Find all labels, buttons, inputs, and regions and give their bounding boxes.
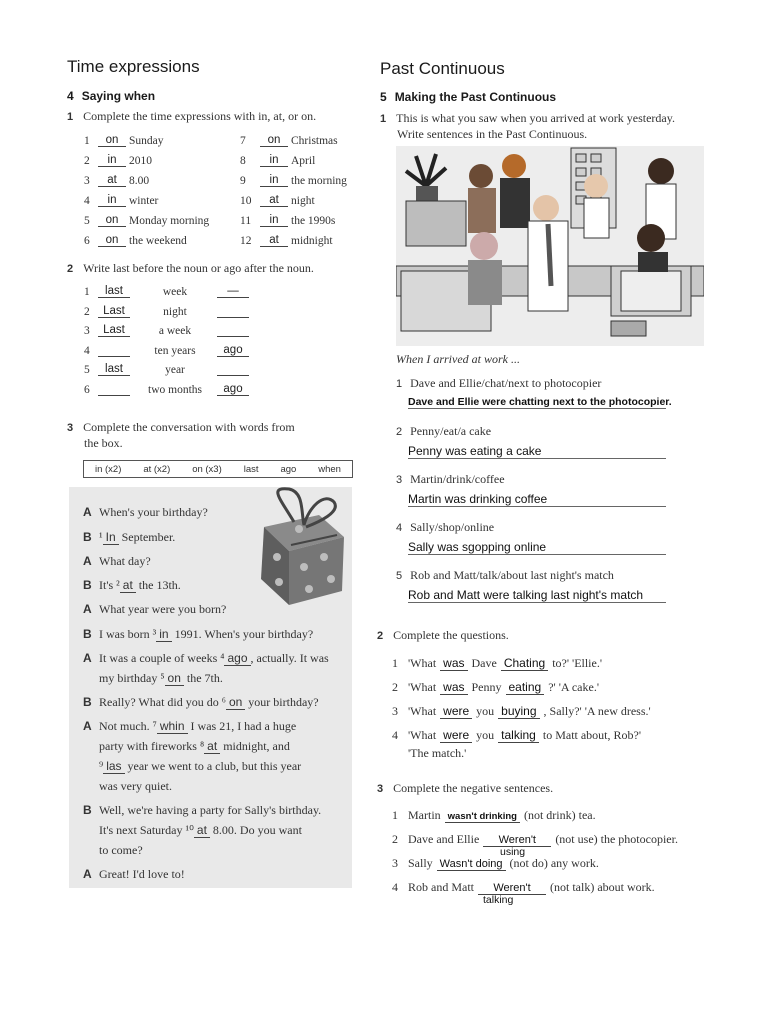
item-text: April: [291, 155, 316, 167]
sentence-text: (not use) the photocopier.: [555, 832, 678, 846]
answer-text: 'The match.': [408, 746, 467, 760]
time-expression-item: [84, 171, 149, 187]
question-text: you: [476, 704, 495, 718]
question-text: Dave: [471, 656, 497, 670]
time-expression-item: [84, 191, 158, 207]
answer-handwritten: at: [98, 174, 126, 187]
exercise-instruction: [377, 781, 553, 797]
item-number: 2: [392, 832, 398, 846]
negative-sentence-line: [392, 856, 599, 871]
answer-after: [217, 336, 249, 337]
item-text: ten years: [154, 344, 196, 357]
section-heading: [67, 89, 155, 103]
item-number: 3: [84, 175, 90, 187]
item-number: 7: [240, 135, 246, 147]
answer-handwritten: on: [98, 134, 126, 147]
answer-before: last: [98, 285, 130, 298]
answer-before: last: [98, 363, 130, 376]
answer-after: —: [217, 285, 249, 298]
item-number: 4: [392, 728, 398, 742]
answer-handwritten: eating: [506, 680, 545, 695]
answer-handwritten: were: [440, 728, 472, 743]
box-word: on (x3): [192, 463, 222, 475]
item-number: 2: [396, 426, 403, 438]
prompt-line: [396, 424, 491, 439]
answer-handwritten: in: [260, 154, 288, 167]
conversation-text: your birthday?: [245, 695, 319, 709]
item-number: 1: [84, 286, 90, 298]
time-expression-item: [84, 151, 152, 167]
conversation-panel: [69, 487, 352, 888]
answer-handwritten: ago: [224, 651, 250, 666]
page-title-right: Past Continuous: [380, 59, 505, 78]
answer-sentence: Rob and Matt were talking last night's match: [408, 588, 666, 603]
sentence-text: Martin: [408, 808, 441, 822]
sentence-text: Dave and Ellie: [408, 832, 480, 846]
item-text: night: [291, 195, 315, 207]
conversation-line: [83, 578, 181, 592]
answer-handwritten: in: [98, 154, 126, 167]
answer-handwritten: on: [98, 214, 126, 227]
question-text: 'What: [408, 728, 437, 742]
answer-handwritten: at: [120, 578, 136, 593]
item-number: 10: [240, 195, 252, 207]
item-text: Monday morning: [129, 215, 210, 227]
item-number: 4: [84, 344, 90, 357]
item-number: 1: [396, 378, 403, 390]
answer-handwritten: talking: [498, 728, 539, 743]
time-expression-item: [84, 231, 187, 247]
conversation-text: ¹: [99, 530, 103, 544]
time-expression-item: [240, 211, 335, 227]
instruction-text: Write last before the noun or ago after the noun.: [83, 261, 314, 275]
answer-handwritten: in: [156, 627, 171, 642]
item-text: midnight: [291, 235, 333, 247]
conversation-line: [83, 719, 296, 733]
speaker-label: A: [83, 651, 92, 665]
instruction-text: Complete the negative sentences.: [393, 781, 554, 795]
section-title: Saying when: [81, 89, 156, 103]
question-text: Penny: [471, 680, 502, 694]
answer-before: [98, 356, 130, 357]
exercise-number: 2: [67, 263, 74, 275]
answer-handwritten: at: [194, 823, 210, 838]
exercise-number: 3: [67, 422, 74, 434]
last-ago-item: [84, 282, 249, 298]
speaker-label: B: [83, 578, 92, 592]
instruction-text: Complete the time expressions with in, at, or on.: [83, 109, 317, 123]
conversation-line: [83, 651, 329, 665]
negative-sentence-line: [392, 880, 655, 895]
page-title-left: Time expressions: [67, 57, 200, 76]
answer-handwritten: at: [260, 234, 288, 247]
last-ago-item: [84, 341, 249, 357]
section-number: 4: [67, 89, 74, 103]
prompt-text: Martin/drink/coffee: [410, 472, 505, 486]
answer-handwritten: was: [440, 680, 467, 695]
conversation-line: [83, 554, 151, 568]
instruction-text: Complete the questions.: [393, 628, 509, 642]
exercise-instruction: [67, 109, 316, 125]
conversation-line: [83, 530, 175, 544]
sentence-text: Rob and Matt: [408, 880, 474, 894]
answer-handwritten: on: [98, 234, 126, 247]
item-number: 3: [84, 325, 90, 337]
box-word: ago: [280, 463, 297, 475]
conversation-text: What year were you born?: [99, 602, 227, 616]
item-text: week: [162, 286, 188, 298]
answer-before: Last: [98, 324, 130, 337]
conversation-text: the 13th.: [135, 578, 181, 592]
item-number: 1: [392, 656, 398, 670]
speaker-label: B: [83, 695, 92, 709]
last-ago-item: [84, 380, 249, 396]
conversation-text: Not much. ⁷: [99, 719, 157, 733]
question-text: to Matt about, Rob?': [542, 728, 642, 742]
answer-after: ago: [217, 344, 249, 357]
gift-box-image: [249, 487, 349, 612]
caption: When I arrived at work ...: [396, 352, 520, 366]
question-line: [392, 656, 602, 671]
item-text: Christmas: [291, 135, 338, 147]
negative-sentence-line: [392, 832, 678, 847]
exercise-number: 1: [380, 113, 387, 125]
answer-before: [98, 395, 130, 396]
item-number: 2: [392, 680, 398, 694]
conversation-text: September.: [118, 530, 176, 544]
item-text: a week: [158, 325, 192, 337]
instruction-text: Write sentences in the Past Continuous.: [397, 127, 588, 141]
conversation-line: [83, 627, 313, 641]
conversation-line: [83, 671, 223, 685]
prompt-line: [396, 520, 494, 535]
answer-sentence: Sally was sgopping online: [408, 540, 666, 555]
prompt-line: [396, 472, 505, 487]
speaker-label: A: [83, 867, 92, 881]
conversation-line: [83, 505, 208, 519]
item-text: year: [165, 364, 185, 376]
conversation-text: 8.00. Do you want: [209, 823, 302, 837]
answer-handwritten: on: [226, 695, 245, 710]
conversation-line: [83, 739, 290, 753]
sentence-text: (not talk) about work.: [550, 880, 655, 894]
item-number: 11: [240, 215, 252, 227]
item-number: 3: [392, 704, 398, 718]
instruction-text: Complete the conversation with words from: [83, 420, 295, 434]
exercise-instruction: [67, 420, 295, 451]
answer-before: Last: [98, 305, 130, 318]
answer-sentence: Dave and Ellie were chatting next to the photocopier.: [408, 396, 672, 408]
instruction-text: the box.: [84, 436, 123, 450]
time-expression-item: [240, 131, 338, 147]
item-number: 3: [396, 474, 403, 486]
answer-handwritten: buying: [498, 704, 539, 719]
item-text: the weekend: [129, 235, 187, 247]
item-text: Sunday: [129, 135, 164, 147]
conversation-text: Really? What did you do ⁶: [99, 695, 226, 709]
answer-handwritten: were: [440, 704, 472, 719]
item-text: 8.00: [129, 175, 150, 187]
last-ago-item: [84, 321, 249, 337]
conversation-text: Great! I'd love to!: [99, 867, 185, 881]
answer-handwritten: Chating: [501, 656, 548, 671]
prompt-text: Rob and Matt/talk/about last night's match: [410, 568, 614, 582]
item-number: 4: [396, 522, 403, 534]
answer-handwritten: in: [260, 214, 288, 227]
conversation-line: [83, 843, 143, 857]
item-number: 5: [396, 570, 403, 582]
speaker-label: A: [83, 719, 92, 733]
conversation-text: to come?: [99, 843, 143, 857]
conversation-line: [83, 823, 302, 837]
prompt-line: [396, 376, 601, 391]
answer-after: [217, 375, 249, 376]
exercise-number: 3: [377, 783, 384, 795]
answer-handwritten: Wasn't doing: [437, 858, 506, 871]
last-ago-item: [84, 302, 249, 318]
question-text: , Sally?' 'A new dress.': [543, 704, 651, 718]
item-number: 2: [84, 155, 90, 167]
item-number: 6: [84, 235, 90, 247]
item-text: the morning: [291, 175, 347, 187]
conversation-text: It was a couple of weeks ⁴: [99, 651, 225, 665]
conversation-text: 1991. When's your birthday?: [171, 627, 314, 641]
question-text: to?' 'Ellie.': [552, 656, 603, 670]
speaker-label: B: [83, 803, 92, 817]
word-box: [83, 460, 353, 478]
item-number: 1: [84, 135, 90, 147]
section-title: Making the Past Continuous: [394, 90, 557, 104]
item-number: 12: [240, 235, 252, 247]
answer-handwritten: at: [204, 739, 220, 754]
answer-handwritten: wasn't drinking: [445, 811, 520, 823]
instruction-text: This is what you saw when you arrived at work yesterday.: [396, 111, 675, 125]
conversation-line: [83, 779, 172, 793]
answer-handwritten: In: [103, 530, 119, 545]
exercise-instruction: [67, 261, 314, 277]
answer-handwritten: was: [440, 656, 467, 671]
conversation-text: , actually. It was: [250, 651, 329, 665]
prompt-text: Sally/shop/online: [410, 520, 495, 534]
box-word: at (x2): [143, 463, 171, 475]
item-text: 2010: [129, 155, 152, 167]
conversation-text: the 7th.: [183, 671, 223, 685]
conversation-text: It's next Saturday ¹⁰: [99, 823, 194, 837]
question-line: [392, 728, 641, 743]
answer-handwritten: in: [260, 174, 288, 187]
conversation-line: [83, 695, 319, 709]
answer-handwritten-second-line: using: [500, 846, 526, 858]
speaker-label: A: [83, 505, 92, 519]
answer-sentence: Penny was eating a cake: [408, 444, 666, 459]
question-text: 'What: [408, 704, 437, 718]
answer-sentence: Martin was drinking coffee: [408, 492, 666, 507]
conversation-line: [83, 867, 185, 881]
conversation-text: party with fireworks ⁸: [99, 739, 205, 753]
answer-handwritten: Weren't: [483, 834, 551, 847]
time-expression-item: [240, 191, 315, 207]
question-text: 'What: [408, 656, 437, 670]
answer-handwritten: on: [260, 134, 288, 147]
prompt-text: Penny/eat/a cake: [410, 424, 492, 438]
conversation-text: my birthday ⁵: [99, 671, 165, 685]
section-heading: [380, 90, 556, 104]
conversation-text: midnight, and: [220, 739, 290, 753]
item-number: 8: [240, 155, 246, 167]
box-word: in (x2): [94, 463, 122, 475]
conversation-text: When's your birthday?: [99, 505, 208, 519]
sentence-text: (not do) any work.: [509, 856, 599, 870]
section-number: 5: [380, 90, 387, 104]
item-text: night: [163, 305, 187, 318]
time-expression-item: [84, 131, 164, 147]
answer-after: ago: [217, 383, 249, 396]
item-number: 6: [84, 383, 90, 396]
conversation-line: [83, 803, 321, 817]
question-text: 'What: [408, 680, 437, 694]
question-text: you: [476, 728, 495, 742]
item-number: 3: [392, 856, 398, 870]
speaker-label: A: [83, 602, 92, 616]
answer-handwritten: Weren't: [478, 882, 546, 895]
box-word: last: [243, 463, 259, 475]
prompt-text: Dave and Ellie/chat/next to photocopier: [410, 376, 602, 390]
answer-handwritten: whin: [157, 719, 188, 734]
conversation-text: It's ²: [99, 578, 120, 592]
answer-handwritten: in: [98, 194, 126, 207]
question-line: [392, 704, 651, 719]
answer-handwritten: las: [103, 759, 124, 774]
sentence-text: (not drink) tea.: [523, 808, 596, 822]
conversation-line: [83, 602, 226, 616]
answer-handwritten-second-line: talking: [483, 894, 514, 906]
conversation-line: [83, 759, 301, 773]
time-expression-item: [84, 211, 209, 227]
item-text: the 1990s: [291, 215, 336, 227]
speaker-label: B: [83, 627, 92, 641]
office-illustration: [396, 146, 704, 346]
time-expression-item: [240, 171, 347, 187]
item-text: two months: [148, 383, 202, 396]
question-text: ?' 'A cake.': [548, 680, 599, 694]
exercise-number: 1: [67, 111, 74, 123]
item-number: 4: [392, 880, 398, 894]
conversation-text: year we went to a club, but this year: [124, 759, 302, 773]
exercise-instruction: [377, 628, 509, 644]
speaker-label: B: [83, 530, 92, 544]
item-number: 1: [392, 808, 398, 822]
conversation-text: I was 21, I had a huge: [187, 719, 297, 733]
item-text: winter: [129, 195, 159, 207]
time-expression-item: [240, 231, 333, 247]
conversation-text: ⁹: [99, 759, 104, 773]
conversation-text: What day?: [99, 554, 151, 568]
answer-handwritten: at: [260, 194, 288, 207]
item-number: 5: [84, 364, 90, 376]
time-expression-item: [240, 151, 315, 167]
answer-handwritten: on: [165, 671, 184, 686]
negative-sentence-line: [392, 808, 596, 823]
last-ago-item: [84, 360, 249, 376]
conversation-text: Well, we're having a party for Sally's birthday.: [99, 803, 322, 817]
box-word: when: [318, 463, 341, 475]
exercise-instruction: [380, 111, 675, 142]
item-number: 4: [84, 195, 90, 207]
sentence-text: Sally: [408, 856, 433, 870]
question-line: [392, 680, 599, 695]
item-number: 9: [240, 175, 246, 187]
conversation-text: was very quiet.: [99, 779, 172, 793]
exercise-number: 2: [377, 630, 384, 642]
answer-after: [217, 317, 249, 318]
item-number: 5: [84, 215, 90, 227]
speaker-label: A: [83, 554, 92, 568]
conversation-text: I was born ³: [99, 627, 157, 641]
item-number: 2: [84, 305, 90, 318]
prompt-line: [396, 568, 614, 583]
